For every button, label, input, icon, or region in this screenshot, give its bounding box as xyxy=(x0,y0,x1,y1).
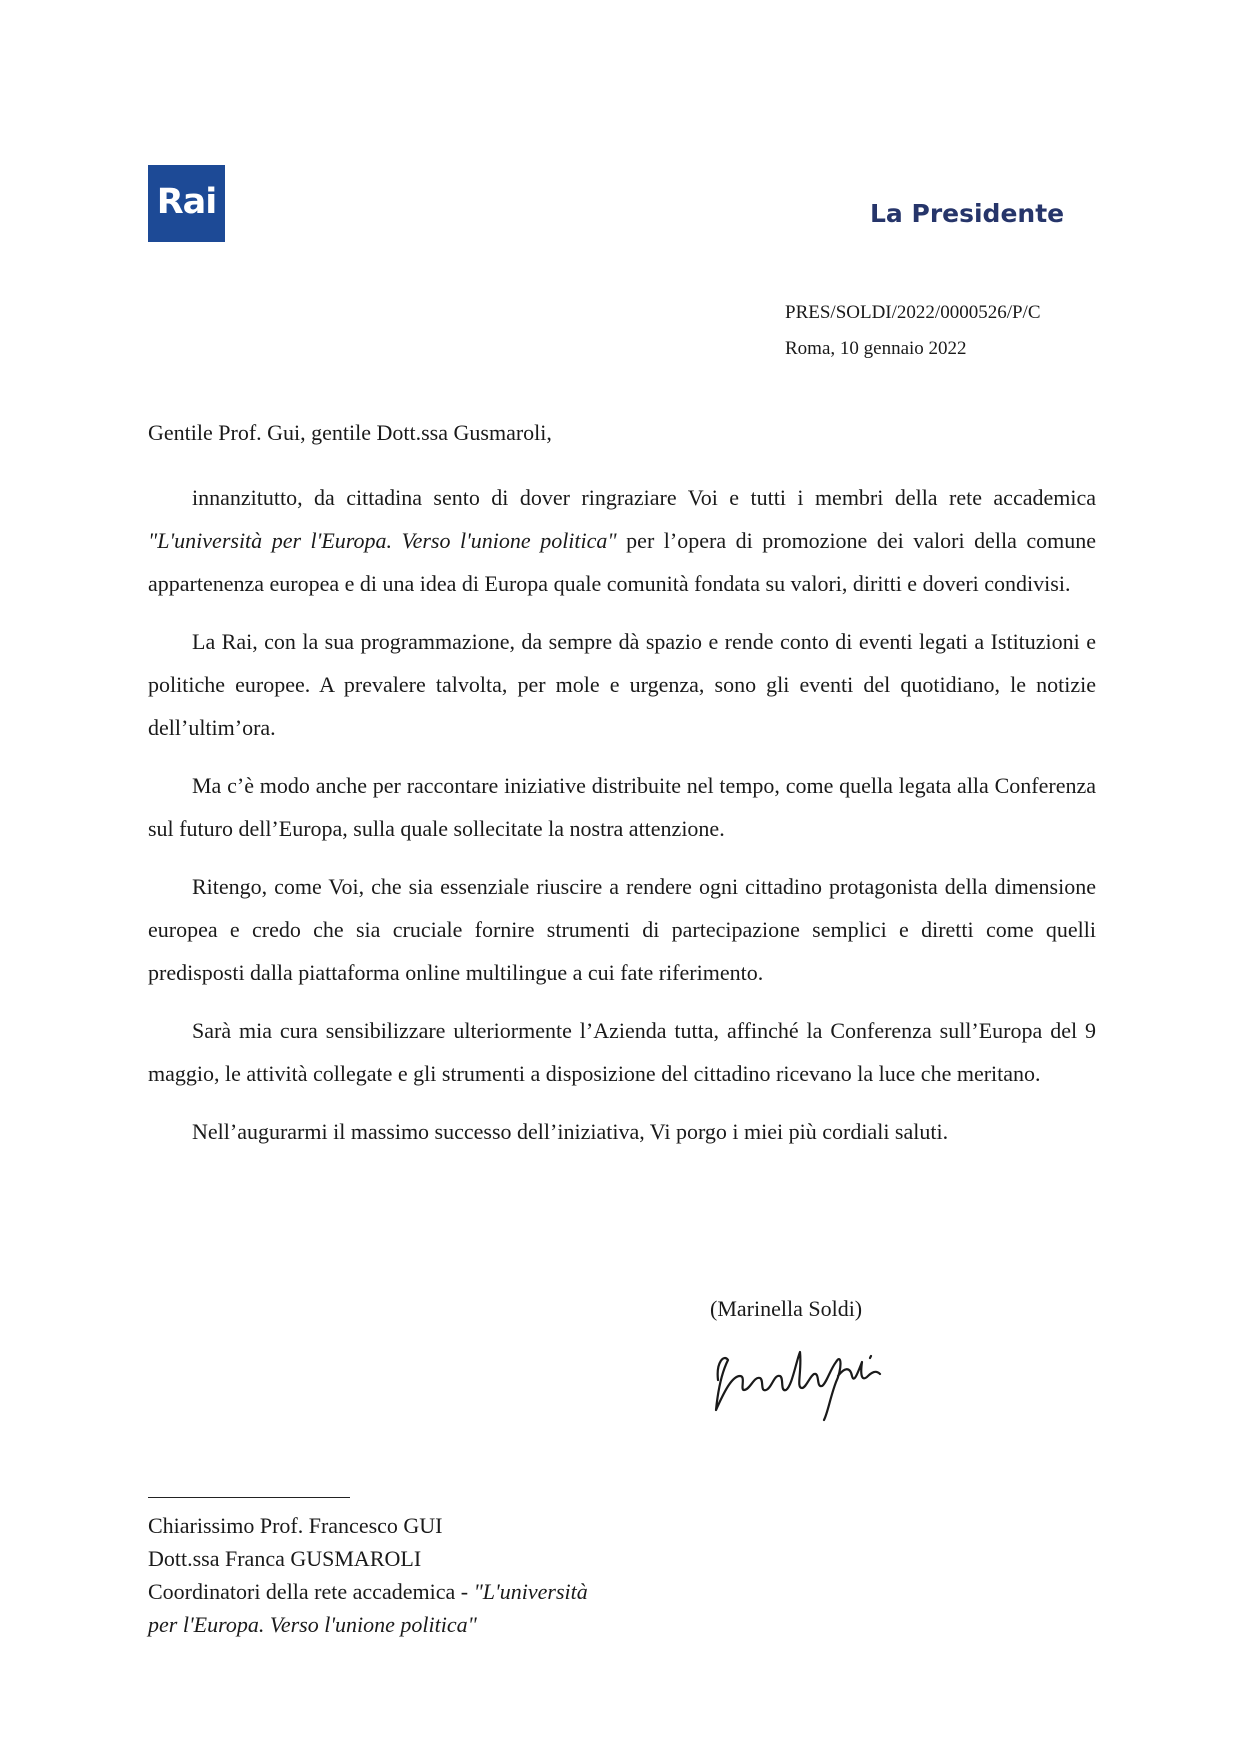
logo-text: Rai xyxy=(156,182,217,222)
paragraph-1-start: innanzitutto, da cittadina sento di dover ringraziare Voi e tutti i membri della rete accademica xyxy=(192,485,1096,510)
recipient-role-text: Coordinatori della rete accademica - xyxy=(148,1579,474,1604)
recipients-block xyxy=(148,1509,588,1641)
signatory-name: (Marinella Soldi) xyxy=(710,1296,863,1321)
recipient-network-name-end: per l'Europa. Verso l'unione politica" xyxy=(148,1612,477,1637)
recipient-role xyxy=(148,1575,588,1608)
rai-logo xyxy=(148,165,225,242)
paragraph-1-end: per l’opera di promozione dei valori della comune appartenenza europea e di una idea di Europa quale comunità fondata su valori, diritti e doveri condivisi. xyxy=(148,528,1097,596)
letter-body xyxy=(148,476,1096,1168)
letter-date: Roma, 10 gennaio 2022 xyxy=(785,338,967,359)
paragraph-6: Nell’augurarmi il massimo successo dell’iniziativa, Vi porgo i miei più cordiali saluti. xyxy=(192,1119,949,1144)
recipient-1: Chiarissimo Prof. Francesco GUI xyxy=(148,1513,443,1538)
header-title: La Presidente xyxy=(870,199,1065,228)
reference-block xyxy=(785,295,1041,367)
paragraph-4: Ritengo, come Voi, che sia essenziale riuscire a rendere ogni cittadino protagonista della dimensione europea e credo che sia cruciale fornire strumenti di partecipazione semplici e diretti come quelli predisposti dalla piattaforma online multilingue a cui fate riferimento. xyxy=(148,874,1096,985)
handwritten-signature xyxy=(710,1332,885,1422)
protocol-number: PRES/SOLDI/2022/0000526/P/C xyxy=(785,302,1041,323)
recipient-2: Dott.ssa Franca GUSMAROLI xyxy=(148,1546,422,1571)
footnote-divider xyxy=(148,1497,350,1498)
paragraph-3: Ma c’è modo anche per raccontare iniziative distribuite nel tempo, come quella legata alla Conferenza sul futuro dell’Europa, sulla quale sollecitate la nostra attenzione. xyxy=(148,773,1096,841)
recipient-network-name-start: "L'università xyxy=(473,1579,588,1604)
recipient-network-line xyxy=(148,1608,588,1641)
paragraph-2: La Rai, con la sua programmazione, da sempre dà spazio e rende conto di eventi legati a Istituzioni e politiche europee. A prevalere talvolta, per mole e urgenza, sono gli eventi del quotidiano, le notizie dell’ultim’ora. xyxy=(148,629,1096,740)
salutation: Gentile Prof. Gui, gentile Dott.ssa Gusmaroli, xyxy=(148,420,552,445)
paragraph-1 xyxy=(148,476,1096,605)
paragraph-5: Sarà mia cura sensibilizzare ulteriormente l’Azienda tutta, affinché la Conferenza sull’Europa del 9 maggio, le attività collegate e gli strumenti a disposizione del cittadino ricevano la luce che meritano. xyxy=(148,1018,1096,1086)
network-name: "L'università per l'Europa. Verso l'unione politica" xyxy=(148,528,617,553)
